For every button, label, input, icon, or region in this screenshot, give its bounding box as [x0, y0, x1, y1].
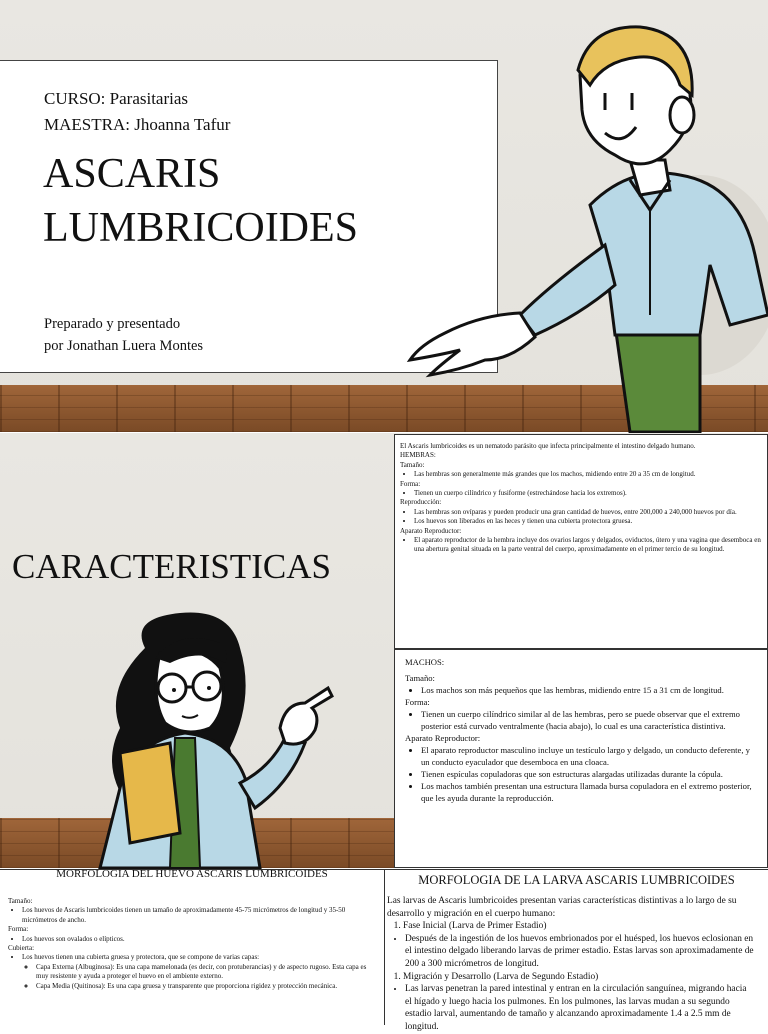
title-slide	[0, 0, 768, 432]
list-item: • Los huevos son ovalados o elípticos.	[22, 935, 376, 944]
list-item: • Los machos son más pequeños que las hembras, midiendo entre 15 a 31 cm de longitud.	[421, 684, 759, 696]
list-item: • Las hembras son generalmente más grandes que los machos, midiendo entre 20 a 35 cm de longitud.	[414, 470, 763, 479]
list-item: ◦ Capa Media (Quitinosa): Es una capa gruesa y transparente que proporciona rigidez y protección mecánica.	[36, 982, 376, 991]
section-heading: CARACTERISTICAS	[12, 547, 331, 586]
stage-heading: 1. Migración y Desarrollo (Larva de Segundo Estadio)	[403, 971, 754, 984]
course-label: CURSO: Parasitarias	[44, 89, 189, 108]
machos-card	[394, 649, 768, 868]
presenter-man-illustration	[400, 15, 768, 432]
slide-title-line2: LUMBRICOIDES	[43, 205, 359, 251]
forma-label: Forma:	[405, 697, 430, 707]
egg-content	[8, 897, 376, 991]
list-item: • Los huevos son liberados en las heces y tienen una cubierta protectora gruesa.	[414, 517, 763, 526]
aparato-label: Aparato Reproductor:	[400, 526, 462, 535]
list-item: • Las larvas penetran la pared intestinal y entran en la circulación sanguínea, migrando hacia el hígado y luego hacia los pulmones. En los pulmones, las larvas mudan a su segundo estadio larval, aumentando de tamaño y alcanzando aproximadamente 1.4 a 2.5 mm de longitud.	[405, 983, 754, 1033]
cubierta-label: Cubierta:	[8, 944, 35, 953]
stage-heading: 1. Fase Inicial (Larva de Primer Estadio)	[403, 920, 754, 933]
tamano-label: Tamaño:	[405, 673, 435, 683]
egg-morphology-slide	[0, 869, 385, 1025]
sublist	[22, 963, 376, 991]
list-item: • Tienen un cuerpo cilíndrico y fusiforme (estrechándose hacia los extremos).	[414, 489, 763, 498]
list-item: • Tienen un cuerpo cilíndrico similar al de las hembras, pero se puede observar que el extremo posterior está curvado ventralmente (hacia abajo), lo cual es una característica distintiva.	[421, 708, 759, 732]
characteristics-slide	[0, 433, 768, 868]
machos-label: MACHOS:	[405, 657, 445, 667]
aparato-label: Aparato Reproductor:	[405, 733, 481, 743]
list-item: • Después de la ingestión de los huevos embrionados por el huésped, los huevos eclosionan en el intestino delgado liberando larvas de primer estadio. Estas larvas son aproximadamente de 200 a 300 micrómetros de longitud.	[405, 933, 754, 971]
larva-content	[387, 895, 754, 1034]
slide-title: MORFOLOGIA DEL HUEVO ASCARIS LUMBRICOIDES	[56, 868, 328, 880]
slide-title-line1: ASCARIS	[43, 151, 221, 197]
list-item: • Los huevos tienen una cubierta gruesa y protectora, que se compone de varias capas:	[22, 953, 376, 962]
reproduccion-label: Reproducción:	[400, 498, 442, 507]
list-item: • El aparato reproductor masculino incluye un testículo largo y delgado, un conducto deferente, y un conducto eyaculador que desemboca en una cloaca.	[421, 744, 759, 768]
credit-line1: Preparado y presentado	[44, 316, 181, 332]
list-item: • Las hembras son ovíparas y pueden producir una gran cantidad de huevos, entre 200,000 a 240,000 huevos por día.	[414, 508, 763, 517]
tamano-label: Tamaño:	[8, 897, 33, 905]
list-item: • El aparato reproductor de la hembra incluye dos ovarios largos y delgados, oviductos, útero y una vagina que desemboca en una abertura genital situada en la parte ventral del cuerpo, aproximadamente en el primer tercio de su longitud.	[414, 536, 763, 555]
intro-text: El Ascaris lumbricoides es un nematodo parásito que infecta principalmente el intestino delgado humano.	[400, 442, 696, 450]
slide-title: MORFOLOGIA DE LA LARVA ASCARIS LUMBRICOIDES	[418, 873, 735, 887]
list-item: ◦ Capa Externa (Albuginosa): Es una capa mamelonada (es decir, con protuberancias) y de aspecto rugoso. Esta capa es muy resistente y ayuda a proteger el huevo en el ambiente externo.	[36, 963, 376, 982]
list-item: • Los machos también presentan una estructura llamada bursa copuladora en el extremo posterior, que les ayuda durante la reproducción.	[421, 780, 759, 804]
forma-label: Forma:	[8, 925, 29, 934]
list-item: • Los huevos de Ascaris lumbricoides tienen un tamaño de aproximadamente 45-75 micrómetros de longitud y 35-50 micrómetros de ancho.	[22, 906, 376, 925]
forma-label: Forma:	[400, 479, 421, 488]
tamano-label: Tamaño:	[400, 460, 425, 469]
teacher-label: MAESTRA: Jhoanna Tafur	[44, 115, 231, 134]
larva-morphology-slide	[385, 869, 768, 1032]
list-item: • Tienen espículas copuladoras que son estructuras alargadas utilizadas durante la cópula.	[421, 768, 759, 780]
teacher-woman-illustration	[70, 608, 350, 868]
credit-line2: por Jonathan Luera Montes	[44, 338, 204, 354]
hembras-label: HEMBRAS:	[400, 451, 436, 460]
intro-text: Las larvas de Ascaris lumbricoides presentan varias características distintivas a lo largo de su desarrollo y migración en el cuerpo humano:	[387, 896, 737, 919]
hembras-card	[394, 434, 768, 649]
